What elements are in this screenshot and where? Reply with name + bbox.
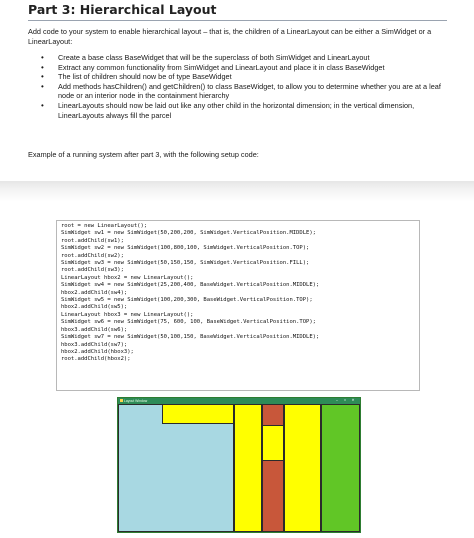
widget-sw4-lower bbox=[262, 460, 284, 532]
list-item: • The list of children should now be of type BaseWidget bbox=[28, 72, 453, 82]
list-item: • Extract any common functionality from SimWidget and LinearLayout and place it in class BaseWidget bbox=[28, 63, 453, 73]
code-line: hbox2.addChild(sw5); bbox=[61, 304, 128, 311]
widget-sw6 bbox=[321, 404, 360, 532]
code-line: SimWidget sw7 = new SimWidget(50,100,150, BaseWidget.VerticalPosition.MIDDLE); bbox=[61, 334, 320, 341]
list-item: • Create a base class BaseWidget that will be the superclass of both SimWidget and LinearLayout bbox=[28, 53, 453, 63]
code-line: LinearLayout hbox3 = new LinearLayout(); bbox=[61, 311, 194, 318]
list-item: • LinearLayouts should now be laid out like any other child in the horizontal dimension; in the vertical dimension, LinearLayouts always fill the parcel bbox=[28, 101, 453, 120]
code-line: SimWidget sw1 = new SimWidget(50,200,200, SimWidget.VerticalPosition.MIDDLE); bbox=[61, 230, 316, 237]
code-line: SimWidget sw6 = new SimWidget(75, 600, 100, BaseWidget.VerticalPosition.TOP); bbox=[61, 319, 316, 326]
code-line: LinearLayout hbox2 = new LinearLayout(); bbox=[61, 274, 194, 281]
title-underline bbox=[28, 20, 447, 21]
widget-sw4 bbox=[262, 404, 284, 426]
maximize-icon[interactable]: □ bbox=[343, 398, 347, 402]
document-page bbox=[0, 0, 474, 181]
code-line: SimWidget sw3 = new SimWidget(50,150,150, SimWidget.VerticalPosition.FILL); bbox=[61, 260, 310, 267]
code-line: root.addChild(sw3); bbox=[61, 267, 124, 274]
widget-sw3 bbox=[234, 404, 262, 532]
app-icon bbox=[120, 399, 123, 402]
page-break bbox=[0, 181, 474, 202]
code-line: SimWidget sw2 = new SimWidget(100,800,100, SimWidget.VerticalPosition.TOP); bbox=[61, 245, 310, 252]
code-line: hbox2.addChild(hbox3); bbox=[61, 348, 134, 355]
code-line: hbox3.addChild(sw7); bbox=[61, 341, 128, 348]
close-icon[interactable]: ✕ bbox=[351, 398, 355, 402]
example-caption: Example of a running system after part 3, with the following setup code: bbox=[28, 150, 259, 159]
page-title: Part 3: Hierarchical Layout bbox=[28, 2, 217, 17]
code-line: root = new LinearLayout(); bbox=[61, 223, 148, 229]
code-line: root.addChild(sw2); bbox=[61, 252, 124, 259]
code-line: root.addChild(hbox2); bbox=[61, 356, 131, 363]
minimize-icon[interactable]: – bbox=[336, 398, 338, 402]
widget-sw2 bbox=[162, 404, 234, 424]
code-line: SimWidget sw4 = new SimWidget(25,200,400, BaseWidget.VerticalPosition.MIDDLE); bbox=[61, 282, 320, 289]
code-line: hbox3.addChild(sw6); bbox=[61, 326, 128, 333]
layout-window bbox=[117, 397, 361, 533]
intro-paragraph: Add code to your system to enable hierarchical layout – that is, the children of a LinearLayout can be either a SimWidget or a LinearLayout: bbox=[28, 27, 432, 46]
code-line: hbox2.addChild(sw4); bbox=[61, 289, 128, 296]
widget-sw5 bbox=[284, 404, 321, 532]
requirements-list bbox=[28, 53, 453, 120]
code-listing bbox=[57, 221, 419, 364]
code-line: SimWidget sw5 = new SimWidget(100,200,300, BaseWidget.VerticalPosition.TOP); bbox=[61, 297, 313, 304]
code-block bbox=[56, 220, 420, 391]
window-title: Layout Window bbox=[124, 399, 148, 403]
code-line: root.addChild(sw1); bbox=[61, 237, 124, 244]
list-item: • Add methods hasChildren() and getChildren() to class BaseWidget, to allow you to determine whether you are at a leaf node or an interior node in the containment hierarchy bbox=[28, 82, 453, 101]
